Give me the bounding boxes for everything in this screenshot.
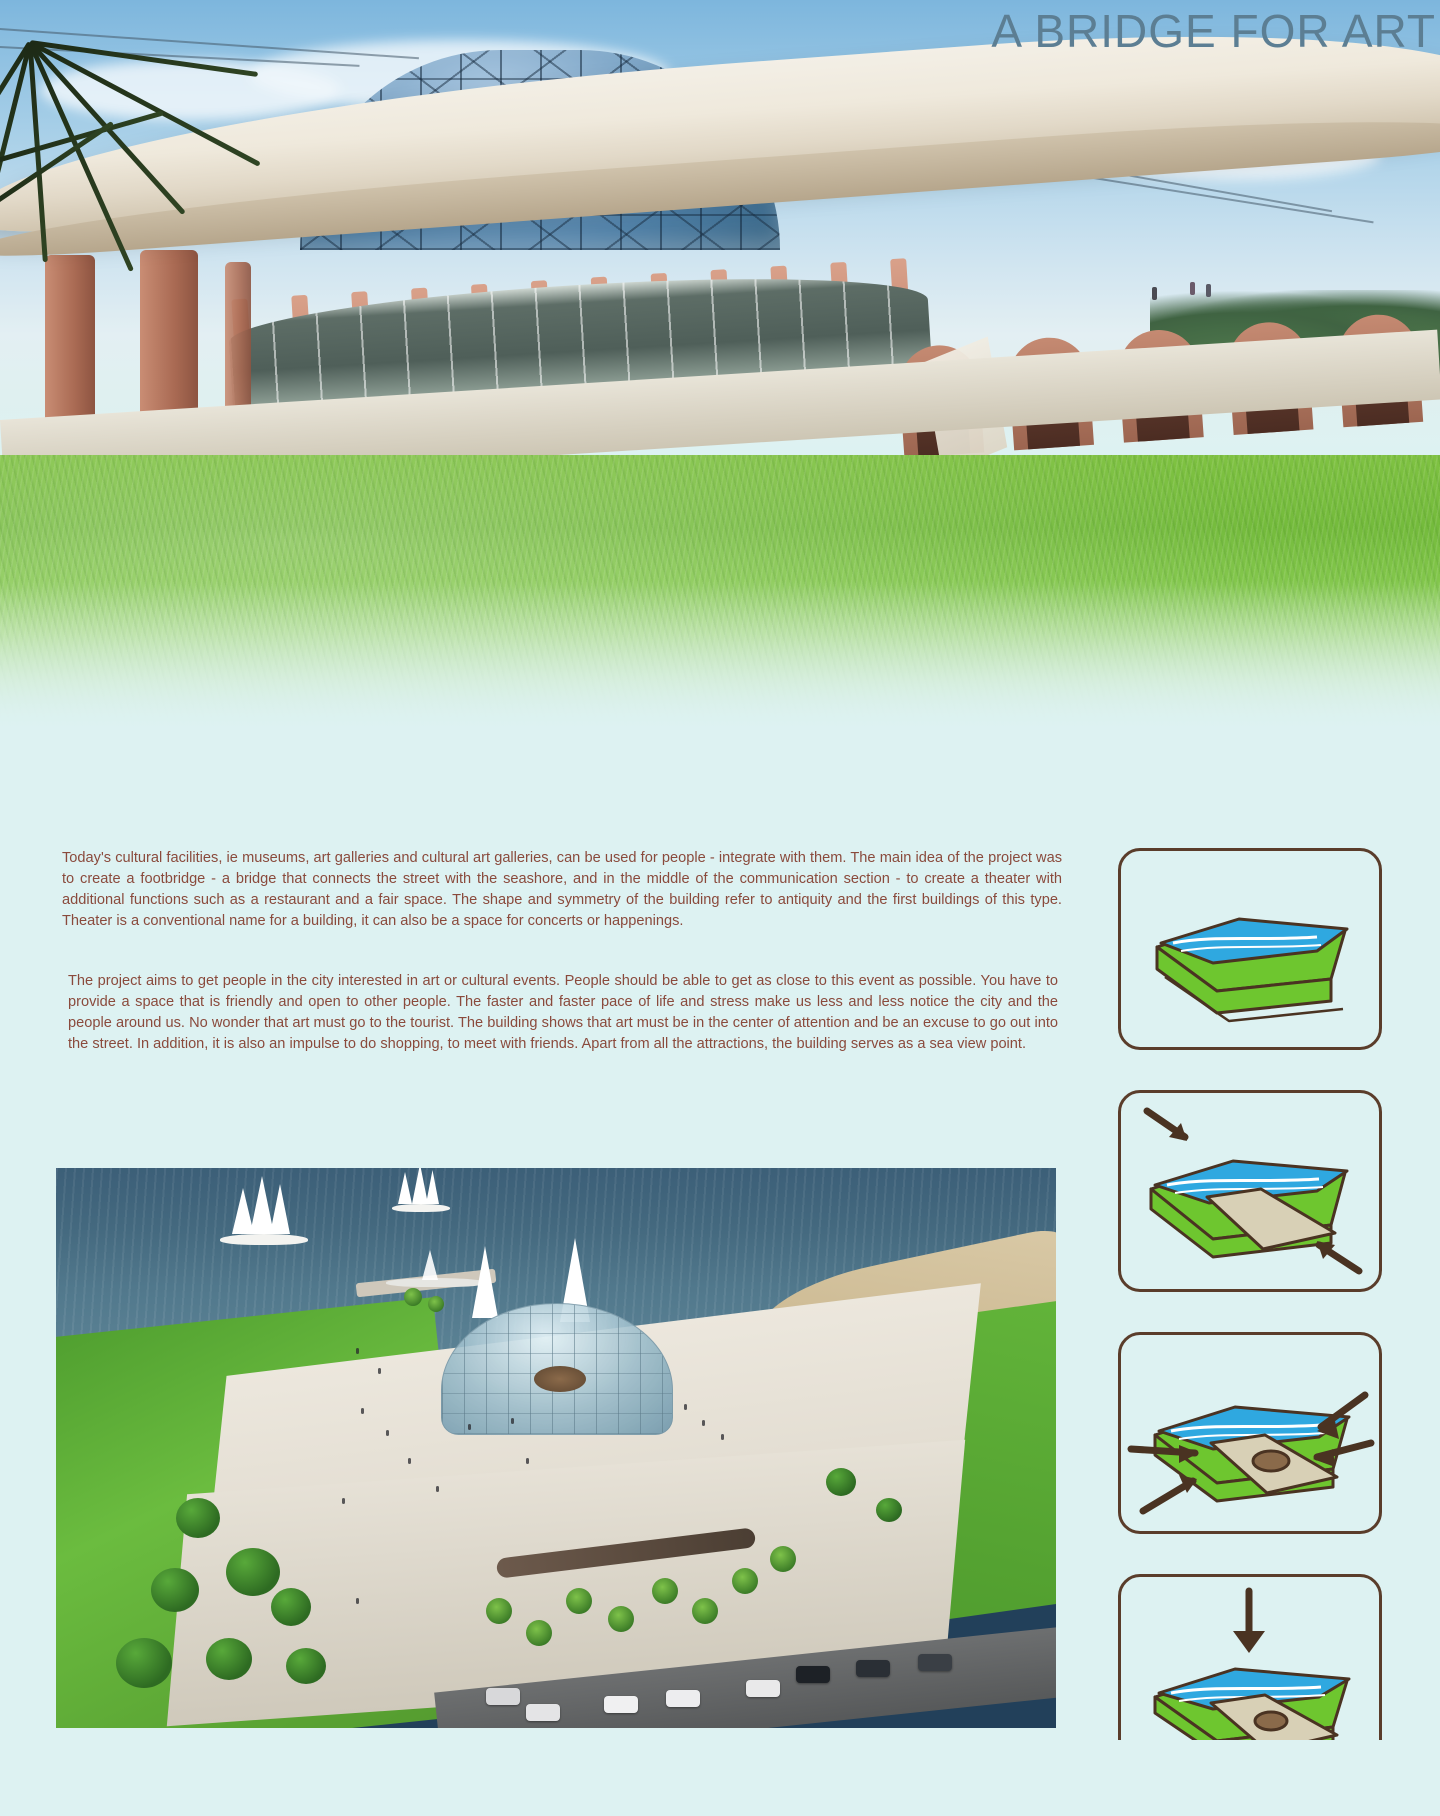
car bbox=[746, 1680, 780, 1697]
tree bbox=[206, 1638, 252, 1680]
car bbox=[666, 1690, 700, 1707]
concept-diagram-column bbox=[1118, 848, 1380, 1816]
car bbox=[856, 1660, 890, 1677]
tree bbox=[176, 1498, 220, 1538]
car bbox=[486, 1688, 520, 1705]
person-figure bbox=[361, 1408, 364, 1414]
palm-tree bbox=[526, 1620, 552, 1646]
palm-tree bbox=[608, 1606, 634, 1632]
car bbox=[918, 1654, 952, 1671]
person-figure bbox=[526, 1458, 529, 1464]
palm-tree bbox=[566, 1588, 592, 1614]
person-figure bbox=[356, 1598, 359, 1604]
car bbox=[604, 1696, 638, 1713]
hero-render-bridge-exterior bbox=[0, 0, 1440, 760]
dome-oculus bbox=[534, 1366, 586, 1392]
tree bbox=[226, 1548, 280, 1596]
palm-tree bbox=[770, 1546, 796, 1572]
person-figure bbox=[702, 1420, 705, 1426]
person-figure bbox=[684, 1404, 687, 1410]
tree bbox=[286, 1648, 326, 1684]
tree bbox=[876, 1498, 902, 1522]
tree bbox=[271, 1588, 311, 1626]
page-bottom-margin bbox=[0, 1740, 1440, 1800]
tree bbox=[826, 1468, 856, 1496]
diagram-site-base bbox=[1118, 848, 1382, 1050]
palm-tree bbox=[692, 1598, 718, 1624]
person-figure bbox=[356, 1348, 359, 1354]
car bbox=[526, 1704, 560, 1721]
person-figure bbox=[1152, 287, 1157, 300]
person-figure bbox=[468, 1424, 471, 1430]
aerial-render-site-overview bbox=[56, 1168, 1056, 1728]
hero-bottom-fade bbox=[0, 580, 1440, 760]
foreground-palm-leaves bbox=[0, 0, 230, 400]
diagram-site-base-svg bbox=[1121, 851, 1379, 1047]
diagram-path-connection-svg bbox=[1121, 1093, 1379, 1289]
palm-tree bbox=[428, 1296, 444, 1312]
page-title: A BRIDGE FOR ART bbox=[991, 5, 1436, 57]
person-figure bbox=[386, 1430, 389, 1436]
diagram-building-insertion-svg bbox=[1121, 1335, 1379, 1531]
person-figure bbox=[721, 1434, 724, 1440]
person-figure bbox=[1206, 284, 1211, 297]
palm-tree bbox=[732, 1568, 758, 1594]
paragraph-one: Today's cultural facilities, ie museums, art galleries and cultural art galleries, can be used for people - integrate with them. The main idea of the project was to create a footbridge - a bridge that connects the street with the seashore, and in the middle of the communication section - to create a theater with additional functions such as a restaurant and a fair space. The shape and symmetry of the building refer to antiquity and the first buildings of this type. Theater is a conventional name for a building, it can also be a space for concerts or happenings. bbox=[62, 850, 1062, 930]
diagram-building-insertion bbox=[1118, 1332, 1382, 1534]
paragraph-two: The project aims to get people in the city interested in art or cultural events. People should be able to get as close to this event as possible. You have to provide a space that is friendly and open to other people. The faster and faster pace of life and stress make us less and less notice the city and the people around us. No wonder that art must go to the tourist. The building shows that art must be in the center of attention and be an excuse to go out into the street. In addition, it is also an impulse to do shopping, to meet with friends. Apart from all the attractions, the building serves as a sea view point. bbox=[68, 972, 1058, 1053]
person-figure bbox=[511, 1418, 514, 1424]
tree bbox=[151, 1568, 199, 1612]
person-figure bbox=[378, 1368, 381, 1374]
description-text-block bbox=[62, 848, 1062, 1093]
palm-tree bbox=[486, 1598, 512, 1624]
car bbox=[796, 1666, 830, 1683]
palm-tree bbox=[404, 1288, 422, 1306]
diagram-path-connection bbox=[1118, 1090, 1382, 1292]
person-figure bbox=[1190, 282, 1195, 295]
person-figure bbox=[436, 1486, 439, 1492]
palm-tree bbox=[652, 1578, 678, 1604]
person-figure bbox=[342, 1498, 345, 1504]
person-figure bbox=[408, 1458, 411, 1464]
tree bbox=[116, 1638, 172, 1688]
